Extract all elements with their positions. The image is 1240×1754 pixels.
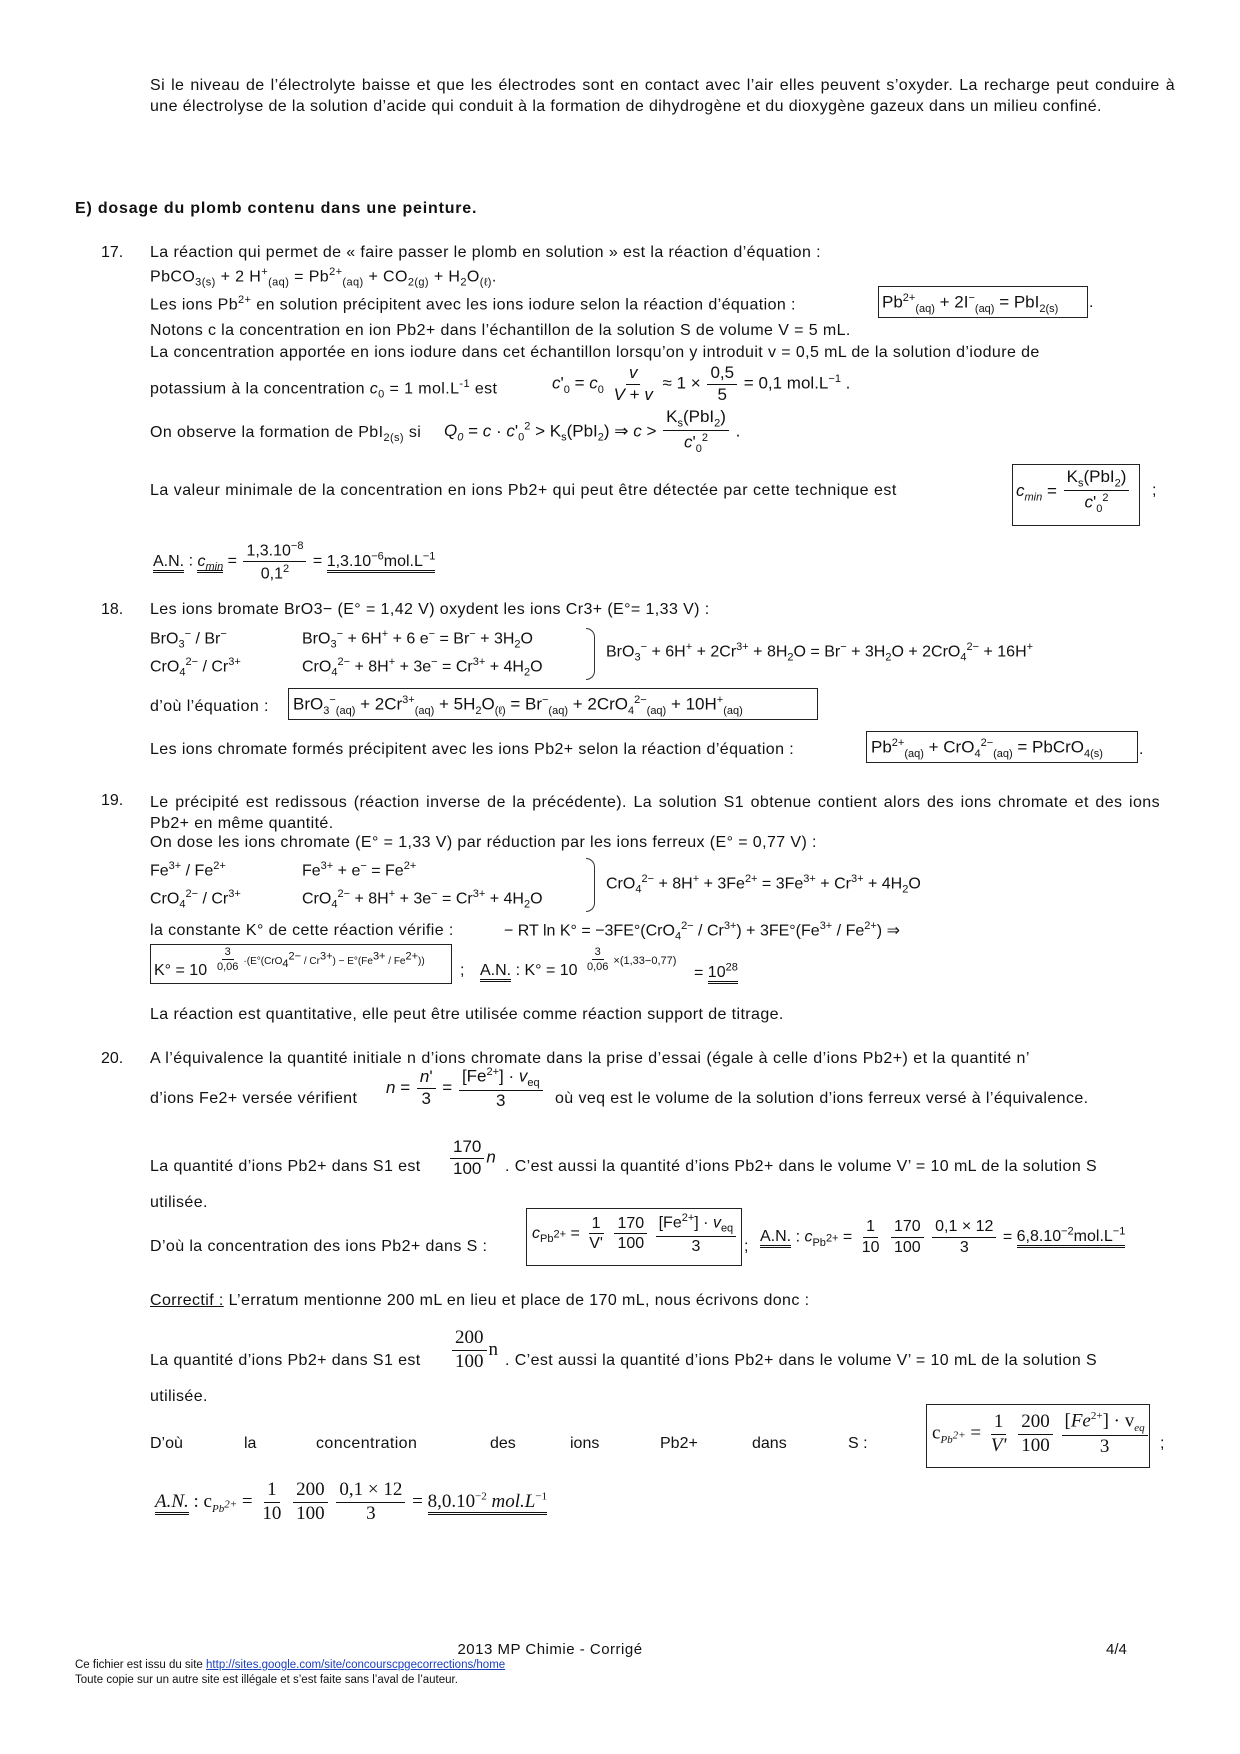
q17-equation-dissolution: PbCO$_{3(s)}$ + 2 $H^+_{(aq)} = Pb^{2+}_{(aq)} + CO_{2(g)} + H_2O_{(\ell)}$.: [150, 266, 497, 289]
q19-K-exponent: $\frac{3}{0,06}$ $\cdot(E^\circ(CrO_4^{2-} / Cr^{3+}) - E^\circ(Fe^{3+} / Fe^{2+}))$: [217, 946, 425, 974]
question-number-17: 17.: [101, 244, 124, 261]
q18-couple-bromate: BrO$_3$− / Br−: [150, 628, 227, 651]
q20-semicolon-1: ;: [744, 1238, 749, 1255]
q20-line-2a: d’ions Fe2+ versée vérifient: [150, 1090, 358, 1107]
q18-period: .: [1139, 741, 1144, 758]
question-number-18: 18.: [101, 601, 124, 618]
q20-fraction-170: $\frac{170}{100}$ n: [448, 1138, 496, 1178]
q20-l6-word-6: Pb2+: [660, 1435, 698, 1452]
q17-formula-Q0: $Q_0 = c \cdot c'_0^2 > K_s(PbI_2)$ ⇒ c > $\frac{K_s(PbI_2)}{c'_0^2}$ .: [444, 407, 741, 456]
q20-line-3a: La quantité d’ions Pb2+ dans S1 est: [150, 1158, 421, 1175]
q19-global-equation: $CrO_4^{2-} + 8H^+ + 3Fe^{2+} = 3Fe^{3+} + Cr^{3+} + 4H_2O$: [606, 873, 921, 896]
q18-dou-label: d’où l’équation :: [150, 698, 269, 715]
q18-chromate-line: Les ions chromate formés précipitent avec les ions Pb2+ selon la réaction d’équation :: [150, 741, 795, 758]
q20-line-1: A l’équivalence la quantité initiale n d’ions chromate dans la prise d’essai (égale à celle d’ions Pb2+) et la quantité n’: [150, 1050, 1030, 1067]
intro-paragraph: Si le niveau de l’électrolyte baisse et que les électrodes sont en contact avec l’air elles peuvent s’oxyder. La recharge peut conduire à une électrolyse de la solution d’acide qui conduit à la formation de dihydrogène et du dioxygène gazeux dans un milieu confiné.: [150, 77, 1175, 115]
q18-global-equation: $BrO_3^- + 6H^+ + 2Cr^{3+} + 8H_2O = Br^- + 3H_2O + 2CrO_4^{2-} + 16H^+$: [606, 641, 1034, 664]
q19-line-2: On dose les ions chromate (E° = 1,33 V) par réduction par les ions ferreux (E° = 0,77 V) :: [150, 834, 817, 851]
q20-l6-word-8: S :: [848, 1435, 868, 1452]
footer-source-link[interactable]: http://sites.google.com/site/concourscpgecorrections/home: [206, 1659, 506, 1671]
q19-an-result: = $10^{28}$: [694, 962, 738, 983]
q20-an-1: A.N. : $c_{Pb^{2+}}$ = $\frac{1}{10}$ $\frac{170}{100}$ $\frac{0,1 \times 12}{3}$ = $6,8.10^{-2}mol.L^{-1}$: [760, 1218, 1126, 1256]
q20-semicolon-2: ;: [1160, 1435, 1165, 1452]
q17-an-line: A.N. : $c_{min}$ = $\frac{1,3.10^{-8}}{0,1^2}$ = $1,3.10^{-6}mol.L^{-1}$: [153, 540, 436, 583]
q19-constante-formula: − RT $\ln K^\circ = -3FE^\circ(CrO_4^{2-} / Cr^{3+}) + 3FE^\circ(Fe^{3+} / Fe^{2+})$ ⇒: [504, 920, 900, 943]
q20-an-2: A.N. : $c_{Pb^{2+}}$ = $\frac{1}{10}$ $\frac{200}{100}$ $\frac{0,1 \times 12}{3}$ = $8,0.10^{-2}$ $mol.L^{-1}$: [155, 1479, 548, 1524]
q17-line-6: potassium à la concentration $c_0 = 1$ $mol.L^{-1}$ est: [150, 378, 498, 401]
q19-couple-cr: $CrO_4^{2-} / Cr^{3+}$: [150, 888, 241, 911]
q20-cpb-formula-2: $c_{Pb^{2+}}$ = $\frac{1}{V'}$ $\frac{200}{100}$ $\frac{[Fe^{2+}] \cdot v_{eq}}{3}$: [932, 1410, 1150, 1458]
q19-half-fe: $Fe^{3+} + e^- = Fe^{2+}$: [302, 860, 417, 880]
q17-semicolon: ;: [1152, 482, 1157, 499]
q19-half-cr: $CrO_4^{2-} + 8H^+ + 3e^- = Cr^{3+} + 4H_2O$: [302, 888, 543, 911]
q17-precipitation-equation: $Pb^{2+}_{(aq)} + 2I^-_{(aq)} = PbI_{2(s)}$: [882, 292, 1059, 316]
q20-cpb-formula-1: $c_{Pb^{2+}}$ = $\frac{1}{V'}$ $\frac{170}{100}$ $\frac{[Fe^{2+}] \cdot v_{eq}}{3}$: [532, 1212, 738, 1255]
q19-brace: [586, 858, 595, 912]
q19-line-1: Le précipité est redissous (réaction inverse de la précédente). La solution S1 obtenue contient alors des ions chromate et des ions Pb2+ en même quantité.: [150, 794, 1160, 832]
q17-line-1: La réaction qui permet de « faire passer le plomb en solution » est la réaction d’équation :: [150, 244, 821, 261]
q20-fraction-200: $\frac{200}{100}$ n: [450, 1328, 498, 1373]
q17-cmin-formula: $c_{min}$ = $\frac{K_s(PbI_2)}{c'_0^2}$: [1016, 468, 1131, 516]
q20-l6-word-2: la: [244, 1435, 257, 1452]
q20-formula-n: n = $\frac{n'}{3}$ = $\frac{[Fe^{2+}] \cdot v_{eq}}{3}$: [386, 1066, 545, 1111]
q17-line-7: On observe la formation de PbI$_{2(s)}$ si: [150, 424, 422, 445]
q17-line-4: Notons c la concentration en ion Pb2+ dans l’échantillon de la solution S de volume V = 5 mL.: [150, 322, 851, 339]
q18-boxed-equation: $BrO_3^-_{(aq)} + 2Cr^{3+}_{(aq)} + 5H_2O_{(\ell)} = Br^-_{(aq)} + 2CrO_4^{2-}_{(aq)} + 10H^+_{(aq)}$: [293, 694, 743, 718]
q17-line-8: La valeur minimale de la concentration en ions Pb2+ qui peut être détectée par cette technique est: [150, 482, 897, 499]
section-title: E) dosage du plomb contenu dans une peinture.: [75, 200, 478, 217]
question-number-20: 20.: [101, 1050, 124, 1067]
q20-correctif: Correctif : L’erratum mentionne 200 mL en lieu et place de 170 mL, nous écrivons donc :: [150, 1292, 810, 1309]
q20-utilisee-2: utilisée.: [150, 1388, 208, 1405]
q17-line-3: Les ions $Pb^{2+}$ en solution précipitent avec les ions iodure selon la réaction d’équation :: [150, 294, 796, 314]
q19-K-formula: K° = 10: [154, 962, 208, 979]
q20-l6-word-1: D’où: [150, 1435, 183, 1452]
footer-notice: Toute copie sur un autre site est illégale et s’est faite sans l’aval de l’auteur.: [75, 1674, 458, 1686]
q20-line-3b: . C’est aussi la quantité d’ions Pb2+ dans le volume V’ = 10 mL de la solution S: [505, 1158, 1098, 1175]
q20-line-5a: La quantité d’ions Pb2+ dans S1 est: [150, 1352, 421, 1369]
q20-l6-word-4: des: [490, 1435, 516, 1452]
q17-formula-c0: $c'_0 = c_0$ $\frac{v}{V + v}$ ≈ 1 × $\frac{0,5}{5}$ = 0,1 $mol.L^{-1}$ .: [552, 363, 851, 404]
q19-an-line: A.N. : K° = 10: [480, 962, 578, 980]
footer-source: Ce fichier est issu du site http://sites.google.com/site/concourscpgecorrections/home: [75, 1659, 506, 1671]
q20-l6-word-5: ions: [570, 1435, 600, 1452]
q18-half-chromate: $CrO_4^{2-} + 8H^+ + 3e^- = Cr^{3+} + 4H_2O$: [302, 656, 543, 679]
q18-half-bromate: BrO$_3$− + 6H+ + 6 $e^- = Br^- + 3H_2O$: [302, 628, 533, 651]
question-number-19: 19.: [101, 792, 124, 809]
q19-couple-fe: $Fe^{3+} / Fe^{2+}$: [150, 860, 226, 880]
q18-pbcro4-equation: $Pb^{2+}_{(aq)} + CrO_4^{2-}_{(aq)}$ = PbCrO$_{4(s)}$: [871, 737, 1103, 761]
q18-line-1: Les ions bromate BrO3− (E° = 1,42 V) oxydent les ions Cr3+ (E°= 1,33 V) :: [150, 601, 710, 618]
q18-brace: [586, 628, 595, 680]
q17-period: .: [1089, 294, 1094, 311]
q18-couple-chromate: $CrO_4^{2-} / Cr^{3+}$: [150, 656, 241, 679]
q20-l6-word-7: dans: [752, 1435, 787, 1452]
q19-semicolon: ;: [460, 962, 465, 979]
q20-line-2b: où veq est le volume de la solution d’ions ferreux versé à l’équivalence.: [555, 1090, 1089, 1107]
q19-an-exponent: $\frac{3}{0,06}$ ×(1,33−0,77): [587, 946, 677, 974]
footer-page-number: 4/4: [1106, 1641, 1127, 1658]
q17-line-5: La concentration apportée en ions iodure dans cet échantillon lorsqu’on y introduit v = 0,5 mL de la solution d’iodure de: [150, 344, 1040, 361]
footer-title: 2013 MP Chimie - Corrigé: [457, 1641, 643, 1658]
q20-line-4: D’où la concentration des ions Pb2+ dans S :: [150, 1238, 488, 1255]
q20-line-5b: . C’est aussi la quantité d’ions Pb2+ dans le volume V’ = 10 mL de la solution S: [505, 1352, 1098, 1369]
q20-l6-word-3: concentration: [316, 1435, 418, 1452]
q19-constante-label: la constante K° de cette réaction vérifie :: [150, 922, 454, 939]
q19-conclusion: La réaction est quantitative, elle peut être utilisée comme réaction support de titrage.: [150, 1006, 784, 1023]
q20-utilisee-1: utilisée.: [150, 1194, 208, 1211]
